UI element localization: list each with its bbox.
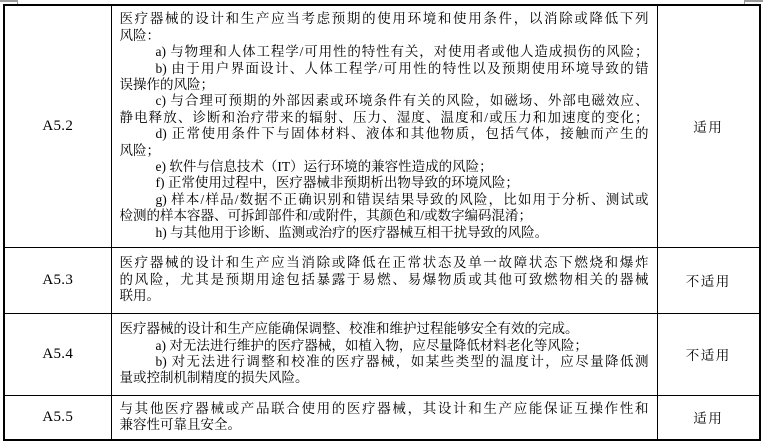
applicability-value: 不适用 bbox=[657, 247, 760, 313]
clause-id: A5.4 bbox=[4, 313, 111, 395]
text-line: 风险： bbox=[119, 27, 160, 43]
text-line: 风险； bbox=[119, 142, 160, 158]
text-line: a) 与物理和人体工程学/可用性的特性有关，对使用者或他人造成损伤的风险； bbox=[155, 44, 649, 60]
clause-text-cell bbox=[111, 247, 657, 313]
requirements-table bbox=[3, 4, 761, 441]
text-line: h) 与其他用于诊断、监测或治疗的医疗器械互相干扰导致的风险。 bbox=[155, 224, 549, 240]
applicability-value: 适用 bbox=[657, 395, 760, 440]
table-row bbox=[4, 395, 760, 440]
text-line: 与其他医疗器械或产品联合使用的医疗器械，其设计和生产应能保证互操作性和 bbox=[119, 400, 649, 416]
text-line: 量或控制机制精度的损失风险。 bbox=[119, 370, 309, 386]
text-line: 检测的样本容器、可拆卸部件和/或附件，其颜色和/或数字编码混淆； bbox=[119, 208, 533, 224]
clause-text-cell bbox=[111, 313, 657, 395]
text-line: 静电释放、诊断和治疗带来的辐射、压力、湿度、温度和/或压力和加速度的变化； bbox=[119, 109, 649, 125]
text-line: 误操作的风险； bbox=[119, 77, 214, 93]
clause-id: A5.3 bbox=[4, 247, 111, 313]
text-line: 医疗器械的设计和生产应能确保调整、校准和维护过程能够安全有效的完成。 bbox=[119, 321, 579, 337]
text-line: 医疗器械的设计和生产应当考虑预期的使用环境和使用条件，以消除或降低下列 bbox=[119, 11, 649, 27]
text-line: 医疗器械的设计和生产应当消除或降低在正常状态及单一故障状态下燃烧和爆炸 bbox=[119, 255, 649, 271]
clause-text-cell bbox=[111, 5, 657, 247]
text-line: e) 软件与信息技术（IT）运行环境的兼容性造成的风险； bbox=[155, 159, 493, 175]
text-line: f) 正常使用过程中，医疗器械非预期析出物导致的环境风险； bbox=[155, 175, 519, 191]
table-row bbox=[4, 5, 760, 247]
text-line: a) 对无法进行维护的医疗器械，如植入物，应尽量降低材料老化等风险； bbox=[155, 337, 588, 353]
table-row bbox=[4, 313, 760, 395]
text-line: d) 正常使用条件下与固体材料、液体和其他物质，包括气体，接触而产生的 bbox=[155, 126, 649, 142]
table-row bbox=[4, 247, 760, 313]
text-line: b) 对无法进行调整和校准的医疗器械，如某些类型的温度计，应尽量降低测 bbox=[155, 354, 649, 369]
clause-text-cell bbox=[111, 395, 657, 440]
text-line: 的风险，尤其是预期用途包括暴露于易燃、易爆物质或其他可致燃物相关的器械 bbox=[119, 271, 649, 287]
applicability-value: 不适用 bbox=[657, 313, 760, 395]
text-line: b) 由于用户界面设计、人体工程学/可用性的特性以及预期使用环境导致的错 bbox=[155, 60, 649, 76]
clause-id: A5.5 bbox=[4, 395, 111, 440]
text-line: 兼容性可靠且安全。 bbox=[119, 417, 241, 433]
applicability-value: 适用 bbox=[657, 5, 760, 247]
text-line: g) 样本/样品/数据不正确识别和错误结果导致的风险，比如用于分析、测试或 bbox=[155, 191, 649, 207]
clause-id: A5.2 bbox=[4, 5, 111, 247]
text-line: 联用。 bbox=[119, 288, 160, 304]
text-line: c) 与合理可预期的外部因素或环境条件有关的风险，如磁场、外部电磁效应、 bbox=[155, 93, 649, 109]
